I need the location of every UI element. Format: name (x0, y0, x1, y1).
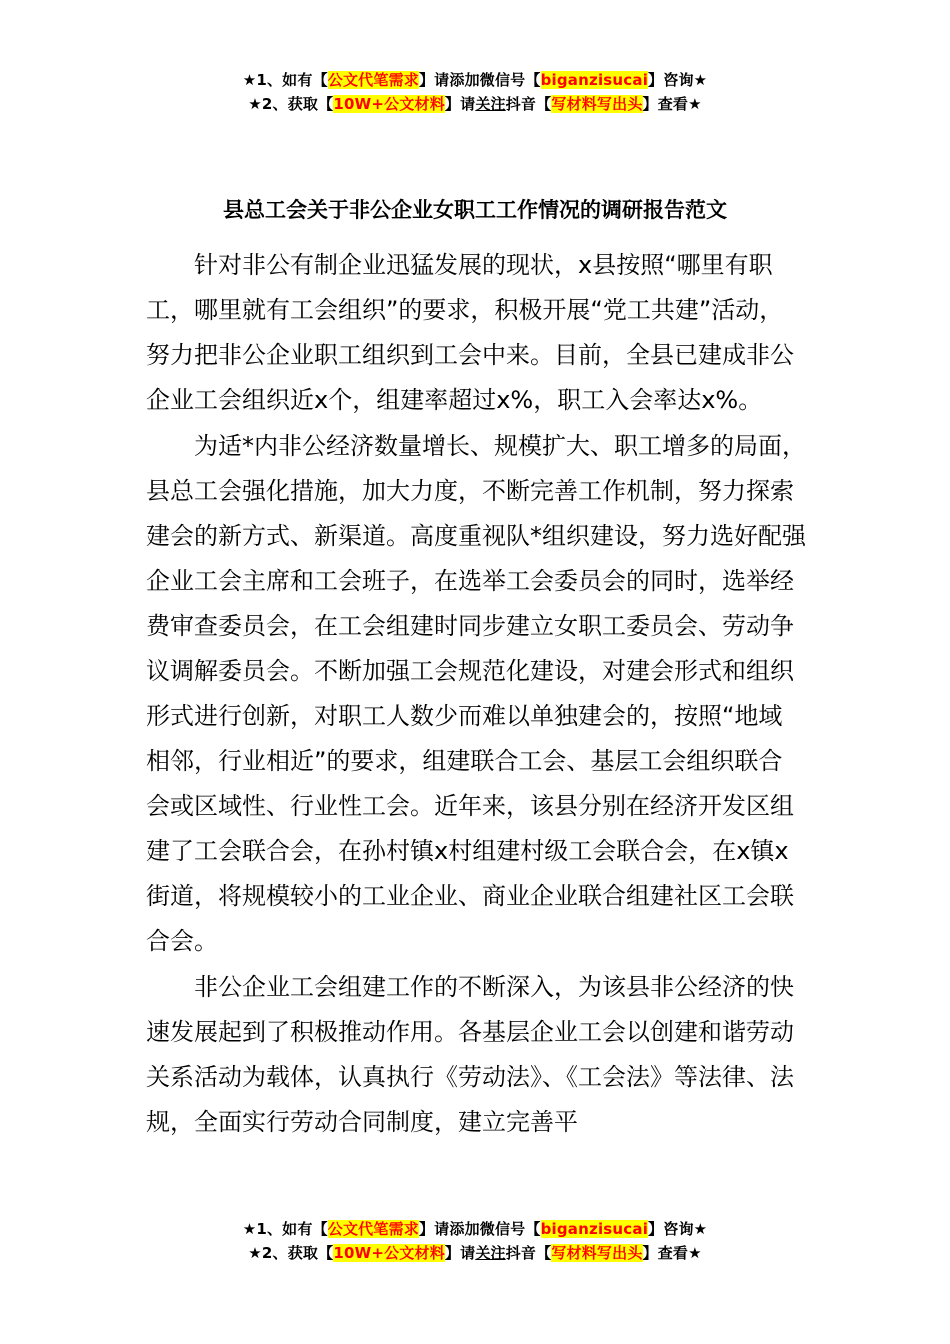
paragraph-2: 为适*内非公经济数量增长、规模扩大、职工增多的局面，县总工会强化措施，加大力度，不断完善工作机制，努力探索建会的新方式、新渠道。高度重视队*组织建设，努力选好配强企业工会主席和工会班子，在选举工会委员会的同时，选举经费审查委员会，在工会组建时同步建立女职工委员会、劳动争议调解委员会。不断加强工会规范化建设，对建会形式和组织形式进行创新，对职工人数少而难以单独建会的，按照“地域相邻，行业相近”的要求，组建联合工会、基层工会组织联合会或区域性、行业性工会。近年来，该县分别在经济开发区组建了工会联合会，在孙村镇x村组建村级工会联合会，在x镇x街道，将规模较小的工业企业、商业企业联合组建社区工会联合会。 (146, 432, 806, 955)
banner-text: 】咨询★ (648, 71, 708, 89)
banner-highlight-writing-service: 公文代笔需求 (327, 71, 419, 89)
banner-line-1 (0, 1217, 950, 1241)
banner-highlight-writing-service: 公文代笔需求 (327, 1220, 419, 1238)
banner-highlight-douyin-account: 写材料写出头 (551, 95, 643, 113)
banner-text: 】请 (444, 1244, 476, 1262)
banner-text: 抖音【 (505, 95, 552, 113)
banner-text: 】请添加微信号【 (418, 71, 541, 89)
banner-text: 】请添加微信号【 (418, 1220, 541, 1238)
banner-underlined-follow: 关注 (475, 95, 506, 113)
document-body (146, 243, 806, 1146)
banner-underlined-follow: 关注 (475, 1244, 506, 1262)
banner-text: 】请 (444, 95, 476, 113)
banner-line-2 (0, 1241, 950, 1265)
banner-highlight-materials: 10W+公文材料 (333, 1244, 445, 1262)
banner-highlight-wechat-id: biganzisucai (540, 71, 649, 89)
banner-highlight-douyin-account: 写材料写出头 (551, 1244, 643, 1262)
banner-text: ★1、如有【 (242, 71, 328, 89)
banner-line-2 (0, 92, 950, 116)
banner-highlight-materials: 10W+公文材料 (333, 95, 445, 113)
banner-text: 抖音【 (505, 1244, 552, 1262)
banner-text: 】查看★ (642, 1244, 702, 1262)
document-title: 县总工会关于非公企业女职工工作情况的调研报告范文 (223, 198, 727, 222)
banner-highlight-wechat-id: biganzisucai (540, 1220, 649, 1238)
banner-line-1 (0, 68, 950, 92)
banner-text: 】咨询★ (648, 1220, 708, 1238)
banner-text: ★2、获取【 (248, 1244, 334, 1262)
banner-text: ★2、获取【 (248, 95, 334, 113)
paragraph-1: 针对非公有制企业迅猛发展的现状，x县按照“哪里有职工，哪里就有工会组织”的要求，积极开展“党工共建”活动，努力把非公企业职工组织到工会中来。目前，全县已建成非公企业工会组织近x个，组建率超过x%，职工入会率达x%。 (146, 251, 794, 414)
footer-banner (0, 1217, 950, 1265)
header-banner (0, 68, 950, 116)
banner-text: 】查看★ (642, 95, 702, 113)
paragraph-3: 非公企业工会组建工作的不断深入，为该县非公经济的快速发展起到了积极推动作用。各基层企业工会以创建和谐劳动关系活动为载体，认真执行《劳动法》、《工会法》等法律、法规，全面实行劳动合同制度，建立完善平 (146, 973, 794, 1136)
banner-text: ★1、如有【 (242, 1220, 328, 1238)
